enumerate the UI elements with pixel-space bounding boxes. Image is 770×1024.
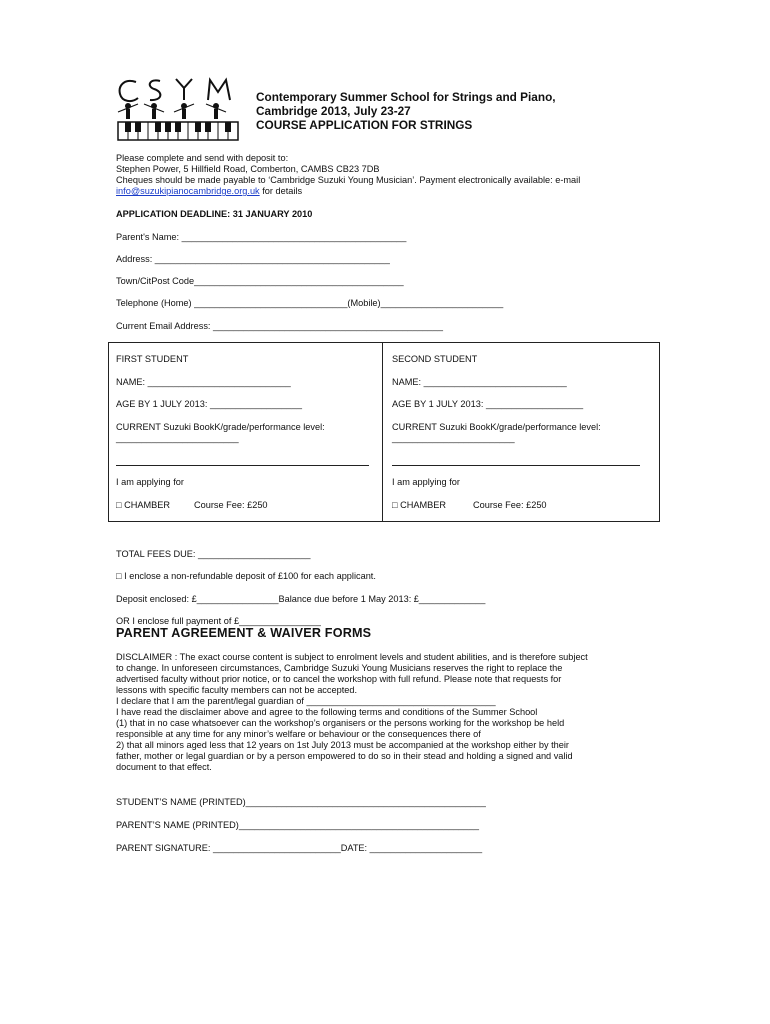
second-student-name-field[interactable]: NAME: ____________________________ [392,377,567,387]
first-student-name-field[interactable]: NAME: ____________________________ [116,377,291,387]
disclaimer-line: father, mother or legal guardian or by a person empowered to do so in their stead and holding a signed and valid [116,751,573,761]
disclaimer-line: advertised faculty without prior notice, or to cancel the workshop with full refund. Please note that requests for [116,674,562,684]
deposit-enclosed-field[interactable]: Deposit enclosed: £________________Balance due before 1 May 2013: £_____________ [116,594,486,604]
address-field[interactable]: Address: ______________________________________________ [116,254,390,264]
first-student-applying-label: I am applying for [116,477,184,487]
full-payment-field[interactable]: OR I enclose full payment of £________________ [116,616,321,626]
email-field[interactable]: Current Email Address: _____________________________________________ [116,321,443,331]
second-student-extra-line[interactable] [392,465,640,466]
second-student-course-fee: Course Fee: £250 [473,500,547,510]
first-student-level-label: CURRENT Suzuki BookK/grade/performance level: [116,422,325,432]
instructions-suffix: for details [259,186,303,196]
disclaimer-line: to change. In unforeseen circumstances, Cambridge Suzuki Young Musicians reserves the right to replace the [116,663,563,673]
deposit-checkbox[interactable]: □ I enclose a non-refundable deposit of £100 for each applicant. [116,571,376,581]
instructions-line-3: Cheques should be made payable to ‘Cambridge Suzuki Young Musician’. Payment electronically available: e-mail [116,175,581,185]
disclaimer-line: I have read the disclaimer above and agree to the following terms and conditions of the Summer School [116,707,538,717]
second-student-heading: SECOND STUDENT [392,354,478,364]
second-student-age-field[interactable]: AGE BY 1 JULY 2013: ___________________ [392,399,584,409]
second-student-level-field[interactable]: ________________________ [392,433,515,443]
disclaimer-line: DISCLAIMER : The exact course content is subject to enrolment levels and student abilities, and is therefore subject [116,652,588,662]
first-student-level-field[interactable]: ________________________ [116,433,239,443]
town-postcode-field[interactable]: Town/CitPost Code_________________________________________ [116,276,404,286]
agreement-heading: PARENT AGREEMENT & WAIVER FORMS [116,626,372,640]
first-student-chamber-checkbox[interactable]: □ CHAMBER [116,500,171,510]
email-link[interactable]: info@suzukipianocambridge.org.uk [116,186,260,196]
total-fees-field[interactable]: TOTAL FEES DUE: ______________________ [116,549,311,559]
first-student-course-fee: Course Fee: £250 [194,500,268,510]
disclaimer-line: lessons with specific faculty members can not be accepted. [116,685,358,695]
students-table-divider [382,342,383,522]
disclaimer-line: (1) that in no case whatsoever can the workshop’s organisers or the persons working for the workshop be held [116,718,565,728]
parent-name-field[interactable]: Parent's Name: ____________________________________________ [116,232,407,242]
disclaimer-line: document to that effect. [116,762,212,772]
application-deadline: APPLICATION DEADLINE: 31 JANUARY 2010 [116,209,313,219]
disclaimer-line: responsible at any time for any minor’s welfare or behaviour or the consequences there of [116,729,481,739]
parent-name-printed-field[interactable]: PARENT’S NAME (PRINTED)_______________________________________________ [116,820,479,830]
instructions-line-2: Stephen Power, 5 Hillfield Road, Comberton, CAMBS CB23 7DB [116,164,380,174]
second-student-applying-label: I am applying for [392,477,460,487]
second-student-chamber-checkbox[interactable]: □ CHAMBER [392,500,447,510]
guardian-declaration-field[interactable]: I declare that I am the parent/legal guardian of _____________________________________ [116,696,496,706]
first-student-heading: FIRST STUDENT [116,354,189,364]
telephone-field[interactable]: Telephone (Home) ______________________________(Mobile)________________________ [116,298,504,308]
first-student-age-field[interactable]: AGE BY 1 JULY 2013: __________________ [116,399,302,409]
title-line-1: Contemporary Summer School for Strings and Piano, [256,90,556,104]
instructions-line-1: Please complete and send with deposit to: [116,153,289,163]
disclaimer-line: 2) that all minors aged less that 12 years on 1st July 2013 must be accompanied at the workshop either by their [116,740,569,750]
first-student-extra-line[interactable] [116,465,369,466]
parent-signature-field[interactable]: PARENT SIGNATURE: _________________________DATE: ______________________ [116,843,483,853]
second-student-level-label: CURRENT Suzuki BookK/grade/performance level: [392,422,601,432]
csym-logo-graphic [114,76,244,144]
csym-logo [114,76,244,144]
instructions-line-4 [116,186,302,197]
student-name-printed-field[interactable]: STUDENT’S NAME (PRINTED)_______________________________________________ [116,797,486,807]
title-line-2: Cambridge 2013, July 23-27 [256,104,411,118]
title-line-3: COURSE APPLICATION FOR STRINGS [256,118,473,132]
